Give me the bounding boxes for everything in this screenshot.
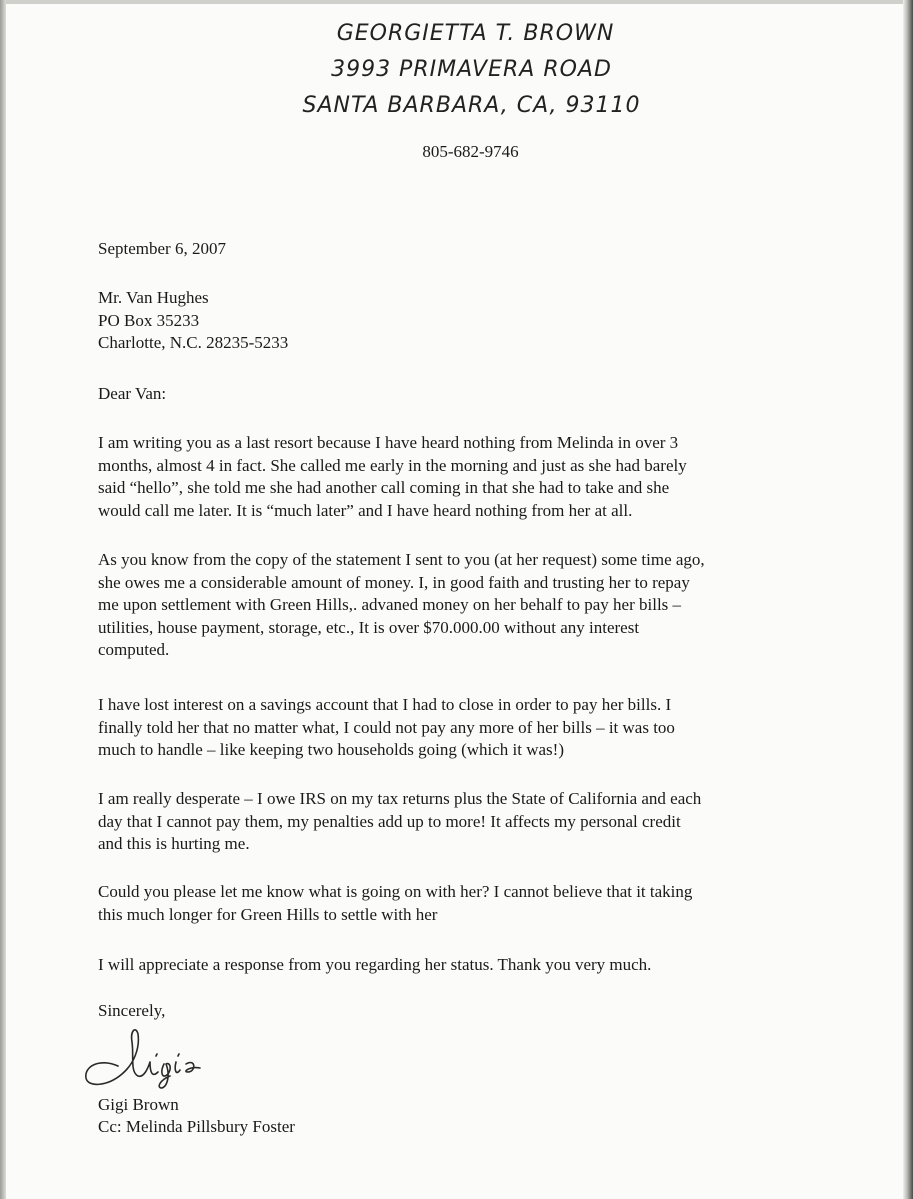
recipient-name: Mr. Van Hughes — [98, 288, 209, 307]
paragraph-line: I have lost interest on a savings account that I had to close in order to pay her bills. I — [98, 695, 672, 714]
paragraph-3 — [98, 694, 838, 762]
paragraph-line: and this is hurting me. — [98, 834, 250, 853]
recipient-address — [98, 287, 838, 355]
paragraph-line: As you know from the copy of the statement I sent to you (at her request) some time ago, — [98, 550, 705, 569]
paragraph-6 — [98, 954, 838, 977]
paragraph-line: Could you please let me know what is going on with her? I cannot believe that it taking — [98, 882, 693, 901]
letterhead-name: GEORGIETTA T. BROWN — [336, 21, 615, 46]
recipient-city: Charlotte, N.C. 28235-5233 — [98, 333, 289, 352]
paragraph-line: would call me later. It is “much later” and I have heard nothing from her at all. — [98, 500, 633, 520]
letter-date: September 6, 2007 — [98, 239, 226, 258]
letterhead-street: 3993 PRIMAVERA ROAD — [331, 57, 612, 82]
signer-name: Gigi Brown — [98, 1095, 179, 1114]
closing: Sincerely, — [98, 1001, 166, 1020]
handwritten-signature — [78, 1022, 218, 1092]
paragraph-1 — [98, 432, 838, 522]
paragraph-line: this much longer for Green Hills to settle with her — [98, 904, 438, 924]
paragraph-5 — [98, 881, 838, 926]
paragraph-line: I will appreciate a response from you regarding her status. Thank you very much. — [98, 955, 652, 974]
letterhead-city: SANTA BARBARA, CA, 93110 — [302, 93, 641, 118]
paragraph-line: computed. — [98, 640, 170, 659]
paragraph-line: utilities, house payment, storage, etc., It is over $70.000.00 without any interest — [98, 617, 640, 637]
paragraph-line: I am really desperate – I owe IRS on my tax returns plus the State of California and each — [98, 789, 702, 808]
paragraph-2 — [98, 549, 838, 662]
cc-line: Cc: Melinda Pillsbury Foster — [98, 1117, 295, 1136]
paragraph-4 — [98, 788, 838, 856]
paragraph-line: day that I cannot pay them, my penalties add up to more! It affects my personal credit — [98, 811, 681, 831]
paragraph-line: said “hello”, she told me she had another call coming in that she had to take and she — [98, 478, 670, 497]
scan-edge-left — [0, 0, 6, 1199]
salutation: Dear Van: — [98, 384, 167, 403]
scan-edge-right — [903, 0, 913, 1199]
paragraph-line: me upon settlement with Green Hills,. advaned money on her behalf to pay her bills – — [98, 595, 682, 614]
paragraph-line: she owes me a considerable amount of money. I, in good faith and trusting her to repay — [98, 572, 690, 592]
paragraph-line: finally told her that no matter what, I could not pay any more of her bills – it was too — [98, 717, 675, 737]
recipient-box: PO Box 35233 — [98, 310, 200, 330]
paragraph-line: I am writing you as a last resort because I have heard nothing from Melinda in over 3 — [98, 433, 679, 452]
paragraph-line: much to handle – like keeping two households going (which it was!) — [98, 740, 564, 759]
letterhead — [0, 16, 913, 124]
paragraph-line: months, almost 4 in fact. She called me early in the morning and just as she had barely — [98, 455, 687, 475]
letterhead-phone: 805-682-9746 — [422, 142, 519, 161]
scan-edge-top — [0, 0, 913, 4]
